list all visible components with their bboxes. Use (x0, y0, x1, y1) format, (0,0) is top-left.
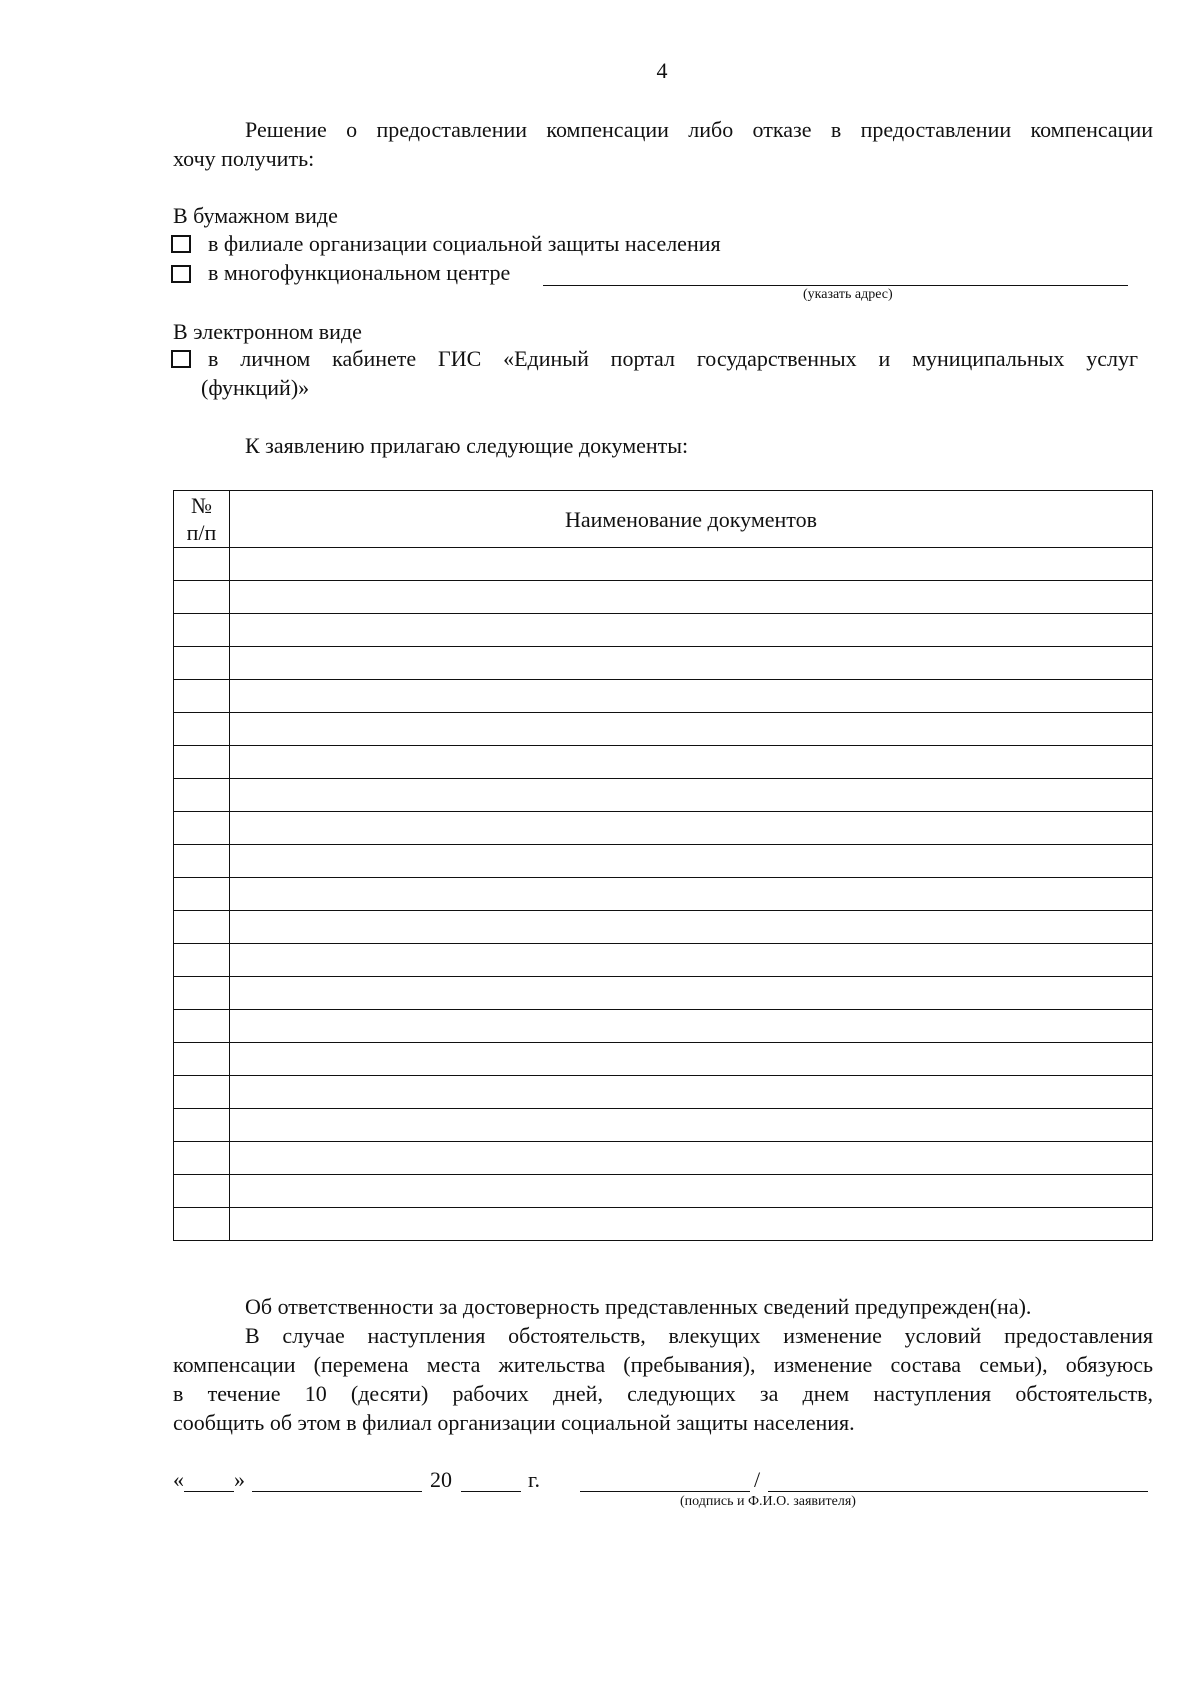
table-row (174, 713, 1153, 746)
date-year-suffix: г. (528, 1467, 541, 1492)
table-row (174, 1109, 1153, 1142)
date-month-line[interactable] (252, 1491, 422, 1492)
row-name-cell[interactable] (230, 779, 1153, 812)
table-row (174, 1010, 1153, 1043)
electronic-heading: В электронном виде (173, 319, 362, 344)
checkbox-branch[interactable] (171, 235, 191, 253)
option-portal-line-2: (функций)» (201, 375, 310, 400)
row-num-cell[interactable] (174, 977, 230, 1010)
checkbox-portal[interactable] (171, 350, 191, 368)
row-num-cell[interactable] (174, 647, 230, 680)
row-name-cell[interactable] (230, 680, 1153, 713)
table-row (174, 1208, 1153, 1241)
row-name-cell[interactable] (230, 746, 1153, 779)
checkbox-mfc[interactable] (171, 265, 191, 283)
table-row (174, 1142, 1153, 1175)
page-number: 4 (656, 58, 668, 83)
mfc-address-line[interactable] (543, 285, 1128, 286)
documents-table (173, 490, 1153, 1241)
table-row (174, 977, 1153, 1010)
table-row (174, 647, 1153, 680)
row-name-cell[interactable] (230, 1010, 1153, 1043)
date-quote-open: « (173, 1467, 184, 1492)
table-row (174, 944, 1153, 977)
row-num-cell[interactable] (174, 1109, 230, 1142)
row-num-cell[interactable] (174, 812, 230, 845)
row-num-cell[interactable] (174, 614, 230, 647)
row-num-cell[interactable] (174, 746, 230, 779)
row-num-cell[interactable] (174, 1010, 230, 1043)
row-name-cell[interactable] (230, 845, 1153, 878)
table-row (174, 779, 1153, 812)
table-row (174, 680, 1153, 713)
col-name-header: Наименование документов (230, 491, 1153, 548)
table-row (174, 614, 1153, 647)
row-num-cell[interactable] (174, 680, 230, 713)
row-num-cell[interactable] (174, 713, 230, 746)
row-name-cell[interactable] (230, 1142, 1153, 1175)
row-name-cell[interactable] (230, 647, 1153, 680)
row-num-cell[interactable] (174, 1175, 230, 1208)
intro-line-1: Решение о предоставлении компенсации либо отказе в предоставлении компенсации (245, 117, 1153, 142)
date-quote-close: » (234, 1467, 245, 1492)
row-num-cell[interactable] (174, 944, 230, 977)
row-name-cell[interactable] (230, 1109, 1153, 1142)
option-portal-line-1: в личном кабинете ГИС «Единый портал государственных и муниципальных услуг (208, 346, 1138, 371)
paper-heading: В бумажном виде (173, 203, 338, 228)
row-name-cell[interactable] (230, 1175, 1153, 1208)
signature-hint: (подпись и Ф.И.О. заявителя) (680, 1494, 856, 1509)
col-num-header (174, 491, 230, 548)
table-row (174, 746, 1153, 779)
date-day-line[interactable] (184, 1491, 234, 1492)
row-num-cell[interactable] (174, 1142, 230, 1175)
table-row (174, 845, 1153, 878)
obligation-line-2: компенсации (перемена места жительства (пребывания), изменение состава семьи), обязуюсь (173, 1352, 1153, 1377)
obligation-line-3: в течение 10 (десяти) рабочих дней, следующих за днем наступления обстоятельств, (173, 1381, 1153, 1406)
date-year-line[interactable] (461, 1491, 521, 1492)
row-num-cell[interactable] (174, 911, 230, 944)
attach-intro: К заявлению прилагаю следующие документы: (245, 433, 689, 458)
row-name-cell[interactable] (230, 944, 1153, 977)
signature-line[interactable] (580, 1491, 750, 1492)
table-row (174, 1175, 1153, 1208)
row-num-cell[interactable] (174, 1043, 230, 1076)
row-name-cell[interactable] (230, 1208, 1153, 1241)
option-branch-label: в филиале организации социальной защиты населения (208, 231, 721, 256)
col-num-line-1: № (191, 493, 212, 518)
row-num-cell[interactable] (174, 1076, 230, 1109)
option-mfc-label: в многофункциональном центре (208, 260, 511, 285)
table-row (174, 911, 1153, 944)
applicant-name-line[interactable] (768, 1491, 1148, 1492)
row-num-cell[interactable] (174, 1208, 230, 1241)
row-name-cell[interactable] (230, 977, 1153, 1010)
col-num-line-2: п/п (186, 520, 217, 545)
obligation-line-1: В случае наступления обстоятельств, влекущих изменение условий предоставления (245, 1323, 1153, 1348)
row-num-cell[interactable] (174, 845, 230, 878)
row-name-cell[interactable] (230, 812, 1153, 845)
row-name-cell[interactable] (230, 713, 1153, 746)
row-name-cell[interactable] (230, 911, 1153, 944)
row-name-cell[interactable] (230, 1043, 1153, 1076)
row-name-cell[interactable] (230, 1076, 1153, 1109)
table-row (174, 1043, 1153, 1076)
row-num-cell[interactable] (174, 779, 230, 812)
table-row (174, 878, 1153, 911)
table-header-row (174, 491, 1153, 548)
table-row (174, 581, 1153, 614)
table-body (174, 548, 1153, 1241)
row-num-cell[interactable] (174, 581, 230, 614)
date-year-prefix: 20 (430, 1467, 452, 1492)
intro-line-2: хочу получить: (173, 146, 315, 171)
obligation-line-4: сообщить об этом в филиал организации социальной защиты населения. (173, 1410, 855, 1435)
row-name-cell[interactable] (230, 581, 1153, 614)
row-num-cell[interactable] (174, 548, 230, 581)
responsibility-line: Об ответственности за достоверность представленных сведений предупрежден(на). (245, 1294, 1032, 1319)
row-name-cell[interactable] (230, 878, 1153, 911)
address-hint: (указать адрес) (803, 287, 893, 302)
row-name-cell[interactable] (230, 614, 1153, 647)
row-name-cell[interactable] (230, 548, 1153, 581)
table-row (174, 1076, 1153, 1109)
table-row (174, 548, 1153, 581)
row-num-cell[interactable] (174, 878, 230, 911)
table-row (174, 812, 1153, 845)
signature-slash: / (754, 1467, 761, 1492)
